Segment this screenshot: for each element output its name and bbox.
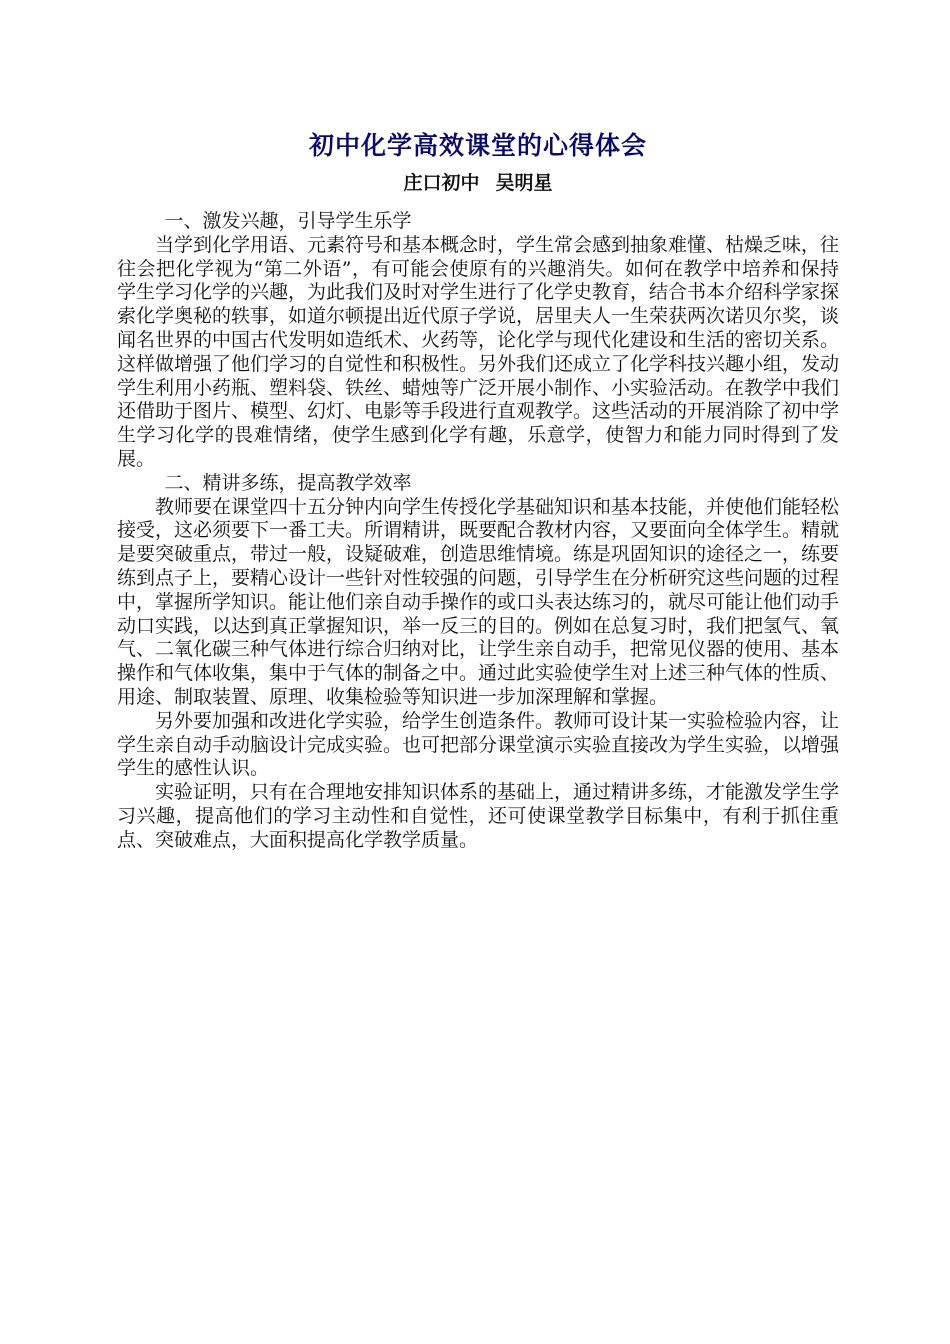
body-paragraph: 实验证明，只有在合理地安排知识体系的基础上，通过精讲多练，才能激发学生学习兴趣，提高他们的学习主动性和自觉性，还可使课堂教学目标集中，有利于抓住重点、突破难点，大面积提高化学教学质量。 xyxy=(117,781,840,851)
section-heading: 二、精讲多练，提高教学效率 xyxy=(164,471,412,494)
document-page xyxy=(117,128,839,853)
document-title: 初中化学高效课堂的心得体会 xyxy=(308,131,647,160)
author-line xyxy=(117,168,839,198)
author-school: 庄口初中 xyxy=(403,172,480,194)
body-paragraph: 教师要在课堂四十五分钟内向学生传授化学基础知识和基本技能，并使他们能轻松接受，这必须要下一番工夫。所谓精讲，既要配合教材内容，又要面向全体学生。精就是要突破重点，带过一般，设疑破难，创造思维情境。练是巩固知识的途径之一，练要练到点子上，要精心设计一些针对性较强的问题，引导学生在分析研究这些问题的过程中，掌握所学知识。能让他们亲自动手操作的或口头表达练习的，就尽可能让他们动手动口实践，以达到真正掌握知识，举一反三的目的。例如在总复习时，我们把氢气、氧气、二氧化碳三种气体进行综合归纳对比，让学生亲自动手，把常见仪器的使用、基本操作和气体收集，集中于气体的制备之中。通过此实验使学生对上述三种气体的性质、用途、制取装置、原理、收集检验等知识进一步加深理解和掌握。 xyxy=(117,495,840,708)
body-paragraph: 当学到化学用语、元素符号和基本概念时，学生常会感到抽象难懂、枯燥乏味，往往会把化学视为“第二外语”，有可能会使原有的兴趣消失。如何在教学中培养和保持学生学习化学的兴趣，为此我们及时对学生进行了化学史教育，结合书本介绍科学家探索化学奥秘的轶事，如道尔顿提出近代原子学说，居里夫人一生荣获两次诺贝尔奖，谈闻名世界的中国古代发明如造纸术、火药等，论化学与现代化建设和生活的密切关系。这样做增强了他们学习的自觉性和积极性。另外我们还成立了化学科技兴趣小组，发动学生利用小药瓶、塑料袋、铁丝、蜡烛等广泛开展小制作、小实验活动。在教学中我们还借助于图片、模型、幻灯、电影等手段进行直观教学。这些活动的开展消除了初中学生学习化学的畏难情绪，使学生感到化学有趣，乐意学，使智力和能力同时得到了发展。 xyxy=(117,233,840,470)
document-body xyxy=(117,210,839,853)
author-name: 吴明星 xyxy=(495,172,553,194)
body-paragraph: 另外要加强和改进化学实验，给学生创造条件。教师可设计某一实验检验内容，让学生亲自动手动脑设计完成实验。也可把部分课堂演示实验直接改为学生实验，以增强学生的感性认识。 xyxy=(117,709,840,780)
section-heading: 一、激发兴趣，引导学生乐学 xyxy=(164,210,412,232)
